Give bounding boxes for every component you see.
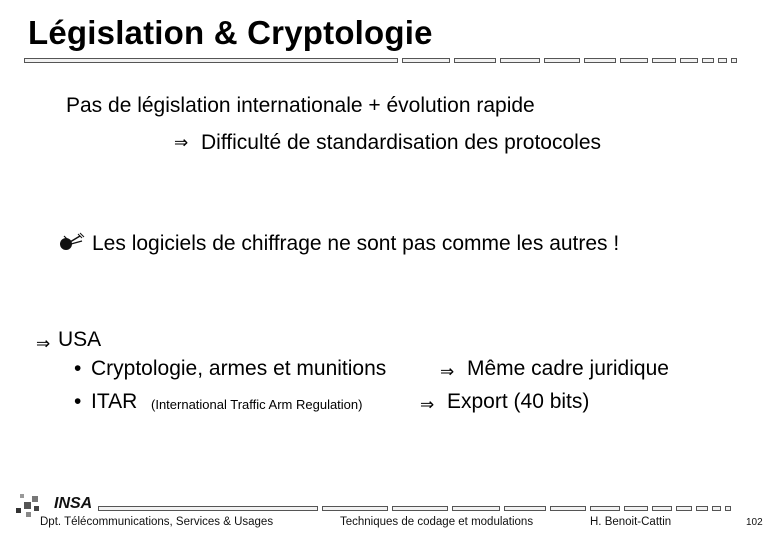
- footer-department: Dpt. Télécommunications, Services & Usages: [40, 516, 274, 528]
- itar-expansion: (International Traffic Arm Regulation): [151, 397, 363, 412]
- pointing-hand-icon: [58, 232, 88, 252]
- statement-software: Les logiciels de chiffrage ne sont pas comme les autres !: [92, 232, 620, 255]
- implies-arrow-icon: ⇒: [420, 395, 435, 415]
- bullet-marker: •: [74, 357, 82, 380]
- slide-title: Législation & Cryptologie: [28, 14, 433, 51]
- bullet-itar: ITAR: [91, 390, 138, 413]
- bullet-marker: •: [74, 390, 82, 413]
- bullet-cryptologie-result: Même cadre juridique: [467, 357, 669, 380]
- usa-arrow-icon: ⇒: [36, 334, 51, 354]
- statement-legislation: Pas de législation internationale + évolution rapide: [66, 94, 535, 117]
- bullet-cryptologie: Cryptologie, armes et munitions: [91, 357, 387, 380]
- statement-standardisation: Difficulté de standardisation des protocoles: [201, 131, 602, 154]
- insa-logo-text: INSA: [54, 495, 93, 512]
- implies-arrow-icon: ⇒: [440, 362, 455, 382]
- bullet-itar-result: Export (40 bits): [447, 390, 590, 413]
- footer-author: H. Benoit-Cattin: [590, 516, 672, 528]
- footer-course: Techniques de codage et modulations: [340, 516, 534, 528]
- implies-arrow-icon: ⇒: [174, 133, 189, 153]
- usa-heading: USA: [58, 328, 102, 351]
- page-number: 102: [746, 517, 763, 528]
